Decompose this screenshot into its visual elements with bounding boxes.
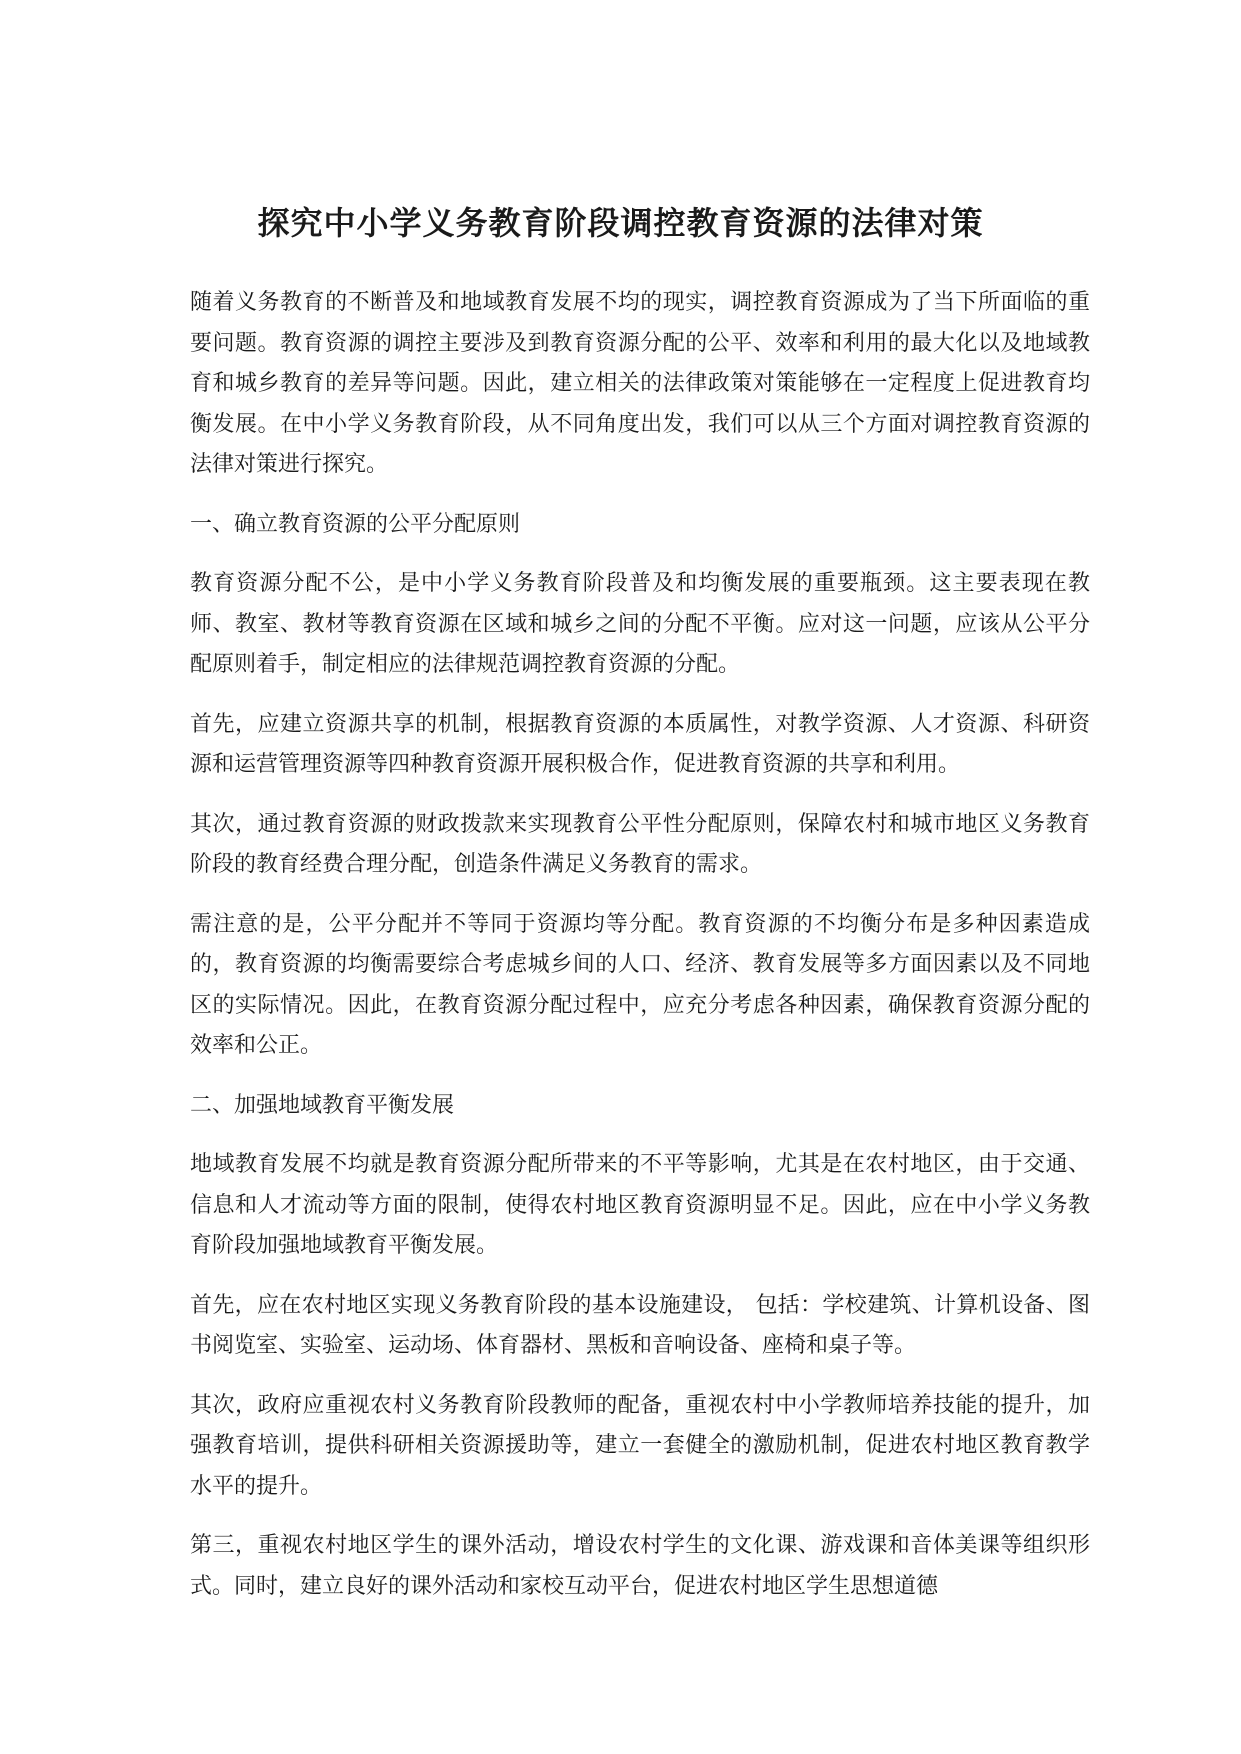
section-heading-2: 二、加强地域教育平衡发展 <box>190 1092 455 1118</box>
paragraph: 首先，应在农村地区实现义务教育阶段的基本设施建设， 包括：学校建筑、计算机设备、图书阅览室、实验室、运动场、体育器材、黑板和音响设备、座椅和桌子等。 <box>190 1292 1090 1358</box>
section-heading-1: 一、确立教育资源的公平分配原则 <box>190 511 521 537</box>
paragraph: 教育资源分配不公，是中小学义务教育阶段普及和均衡发展的重要瓶颈。这主要表现在教师、教室、教材等教育资源在区域和城乡之间的分配不平衡。应对这一问题，应该从公平分配原则着手，制定相应的法律规范调控教育资源的分配。 <box>190 571 1090 677</box>
paragraph: 其次，政府应重视农村义务教育阶段教师的配备，重视农村中小学教师培养技能的提升，加强教育培训，提供科研相关资源援助等，建立一套健全的激励机制，促进农村地区教育教学水平的提升。 <box>190 1392 1090 1499</box>
paragraph: 首先，应建立资源共享的机制，根据教育资源的本质属性，对教学资源、人才资源、科研资源和运营管理资源等四种教育资源开展积极合作，促进教育资源的共享和利用。 <box>190 711 1090 777</box>
document-title: 探究中小学义务教育阶段调控教育资源的法律对策 <box>257 204 984 243</box>
paragraph-intro: 随着义务教育的不断普及和地域教育发展不均的现实，调控教育资源成为了当下所面临的重要问题。教育资源的调控主要涉及到教育资源分配的公平、效率和利用的最大化以及地域教育和城乡教育的差异等问题。因此，建立相关的法律政策对策能够在一定程度上促进教育均衡发展。在中小学义务教育阶段，从不同角度出发，我们可以从三个方面对调控教育资源的法律对策进行探究。 <box>190 290 1090 477</box>
paragraph: 第三，重视农村地区学生的课外活动，增设农村学生的文化课、游戏课和音体美课等组织形式。同时，建立良好的课外活动和家校互动平台，促进农村地区学生思想道德 <box>190 1533 1090 1599</box>
document-body <box>190 283 1090 1626</box>
paragraph: 需注意的是，公平分配并不等同于资源均等分配。教育资源的不均衡分布是多种因素造成的，教育资源的均衡需要综合考虑城乡间的人口、经济、教育发展等多方面因素以及不同地区的实际情况。因此，在教育资源分配过程中，应充分考虑各种因素，确保教育资源分配的效率和公正。 <box>190 911 1090 1058</box>
paragraph: 地域教育发展不均就是教育资源分配所带来的不平等影响，尤其是在农村地区，由于交通、信息和人才流动等方面的限制，使得农村地区教育资源明显不足。因此，应在中小学义务教育阶段加强地域教育平衡发展。 <box>190 1152 1090 1258</box>
paragraph: 其次，通过教育资源的财政拨款来实现教育公平性分配原则，保障农村和城市地区义务教育阶段的教育经费合理分配，创造条件满足义务教育的需求。 <box>190 811 1090 877</box>
